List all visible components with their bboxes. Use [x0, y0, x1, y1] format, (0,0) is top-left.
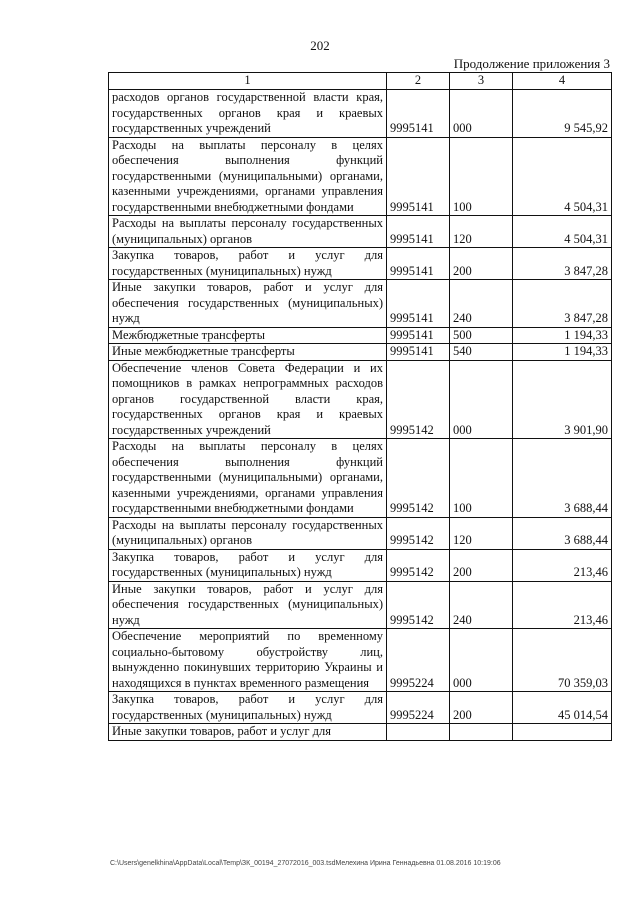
row-type-cell: 240: [450, 581, 513, 629]
row-code-cell: 9995141: [387, 137, 450, 216]
row-type-cell: 000: [450, 360, 513, 439]
table-row: [109, 581, 612, 629]
row-name-cell: расходов органов государственной власти края, государственных органов края и краевых государственных учреждений: [109, 90, 387, 138]
row-type-cell: 200: [450, 248, 513, 280]
row-type-cell: 000: [450, 629, 513, 692]
row-amount-cell: 3 688,44: [513, 517, 612, 549]
row-amount-cell: [513, 724, 612, 741]
row-code-cell: 9995224: [387, 692, 450, 724]
row-amount-cell: 70 359,03: [513, 629, 612, 692]
footer-file-path: C:\Users\genelkhina\AppData\Local\Temp\ЗК_00194_27072016_003.tsdМелехина Ирина Геннадьевна 01.08.2016 10:19:06: [110, 860, 501, 867]
table-row: [109, 439, 612, 518]
row-amount-cell: 3 847,28: [513, 280, 612, 328]
row-type-cell: 200: [450, 549, 513, 581]
row-amount-cell: 213,46: [513, 581, 612, 629]
row-type-cell: 120: [450, 216, 513, 248]
table-header-row: [109, 73, 612, 90]
row-type-cell: 100: [450, 137, 513, 216]
table-row: [109, 280, 612, 328]
row-code-cell: 9995141: [387, 90, 450, 138]
row-amount-cell: 1 194,33: [513, 344, 612, 361]
row-code-cell: [387, 724, 450, 741]
header-col-4: 4: [513, 73, 612, 90]
row-name-cell: Расходы на выплаты персоналу государственных (муниципальных) органов: [109, 517, 387, 549]
row-type-cell: [450, 724, 513, 741]
table-row: [109, 692, 612, 724]
row-name-cell: Обеспечение членов Совета Федерации и их помощников в рамках непрограммных расходов органов государственной власти края, государственных органов края и краевых государственных учреждений: [109, 360, 387, 439]
row-type-cell: 200: [450, 692, 513, 724]
row-name-cell: Закупка товаров, работ и услуг для государственных (муниципальных) нужд: [109, 549, 387, 581]
table-row: [109, 216, 612, 248]
header-col-2: 2: [387, 73, 450, 90]
continuation-label: Продолжение приложения 3: [453, 56, 610, 71]
row-code-cell: 9995141: [387, 344, 450, 361]
table-row: [109, 137, 612, 216]
row-amount-cell: 4 504,31: [513, 137, 612, 216]
row-name-cell: Обеспечение мероприятий по временному социально-бытовому обустройству лиц, вынужденно покинувших территорию Украины и находящихся в пунктах временного размещения: [109, 629, 387, 692]
row-code-cell: 9995142: [387, 439, 450, 518]
row-name-cell: Иные закупки товаров, работ и услуг для обеспечения государственных (муниципальных) нужд: [109, 280, 387, 328]
row-type-cell: 240: [450, 280, 513, 328]
row-type-cell: 120: [450, 517, 513, 549]
table-row: [109, 629, 612, 692]
row-code-cell: 9995142: [387, 517, 450, 549]
table-row: [109, 90, 612, 138]
row-amount-cell: 45 014,54: [513, 692, 612, 724]
row-name-cell: Расходы на выплаты персоналу государственных (муниципальных) органов: [109, 216, 387, 248]
table-row: [109, 248, 612, 280]
row-name-cell: Расходы на выплаты персоналу в целях обеспечения выполнения функций государственными (муниципальными) органами, казенными учреждениями, органами управления государственными внебюджетными фондами: [109, 137, 387, 216]
row-name-cell: Иные закупки товаров, работ и услуг для: [109, 724, 387, 741]
header-col-1: 1: [109, 73, 387, 90]
row-name-cell: Межбюджетные трансферты: [109, 327, 387, 344]
page-number: 202: [310, 38, 330, 53]
table-row: [109, 360, 612, 439]
row-code-cell: 9995142: [387, 360, 450, 439]
table-row: [109, 724, 612, 741]
row-type-cell: 000: [450, 90, 513, 138]
table-row: [109, 327, 612, 344]
header-col-3: 3: [450, 73, 513, 90]
table-row: [109, 344, 612, 361]
row-amount-cell: 1 194,33: [513, 327, 612, 344]
row-name-cell: Иные закупки товаров, работ и услуг для обеспечения государственных (муниципальных) нужд: [109, 581, 387, 629]
row-amount-cell: 4 504,31: [513, 216, 612, 248]
table-row: [109, 549, 612, 581]
row-code-cell: 9995141: [387, 216, 450, 248]
row-name-cell: Расходы на выплаты персоналу в целях обеспечения выполнения функций государственными (муниципальными) органами, казенными учреждениями, органами управления государственными внебюджетными фондами: [109, 439, 387, 518]
row-type-cell: 500: [450, 327, 513, 344]
row-code-cell: 9995141: [387, 327, 450, 344]
row-name-cell: Иные межбюджетные трансферты: [109, 344, 387, 361]
table-row: [109, 517, 612, 549]
row-amount-cell: 9 545,92: [513, 90, 612, 138]
row-code-cell: 9995224: [387, 629, 450, 692]
row-type-cell: 100: [450, 439, 513, 518]
budget-table: [108, 72, 612, 741]
row-code-cell: 9995142: [387, 549, 450, 581]
row-code-cell: 9995141: [387, 248, 450, 280]
row-name-cell: Закупка товаров, работ и услуг для государственных (муниципальных) нужд: [109, 248, 387, 280]
row-code-cell: 9995142: [387, 581, 450, 629]
row-amount-cell: 3 847,28: [513, 248, 612, 280]
table-body: [109, 90, 612, 741]
row-amount-cell: 213,46: [513, 549, 612, 581]
row-name-cell: Закупка товаров, работ и услуг для государственных (муниципальных) нужд: [109, 692, 387, 724]
row-amount-cell: 3 901,90: [513, 360, 612, 439]
row-amount-cell: 3 688,44: [513, 439, 612, 518]
row-code-cell: 9995141: [387, 280, 450, 328]
row-type-cell: 540: [450, 344, 513, 361]
